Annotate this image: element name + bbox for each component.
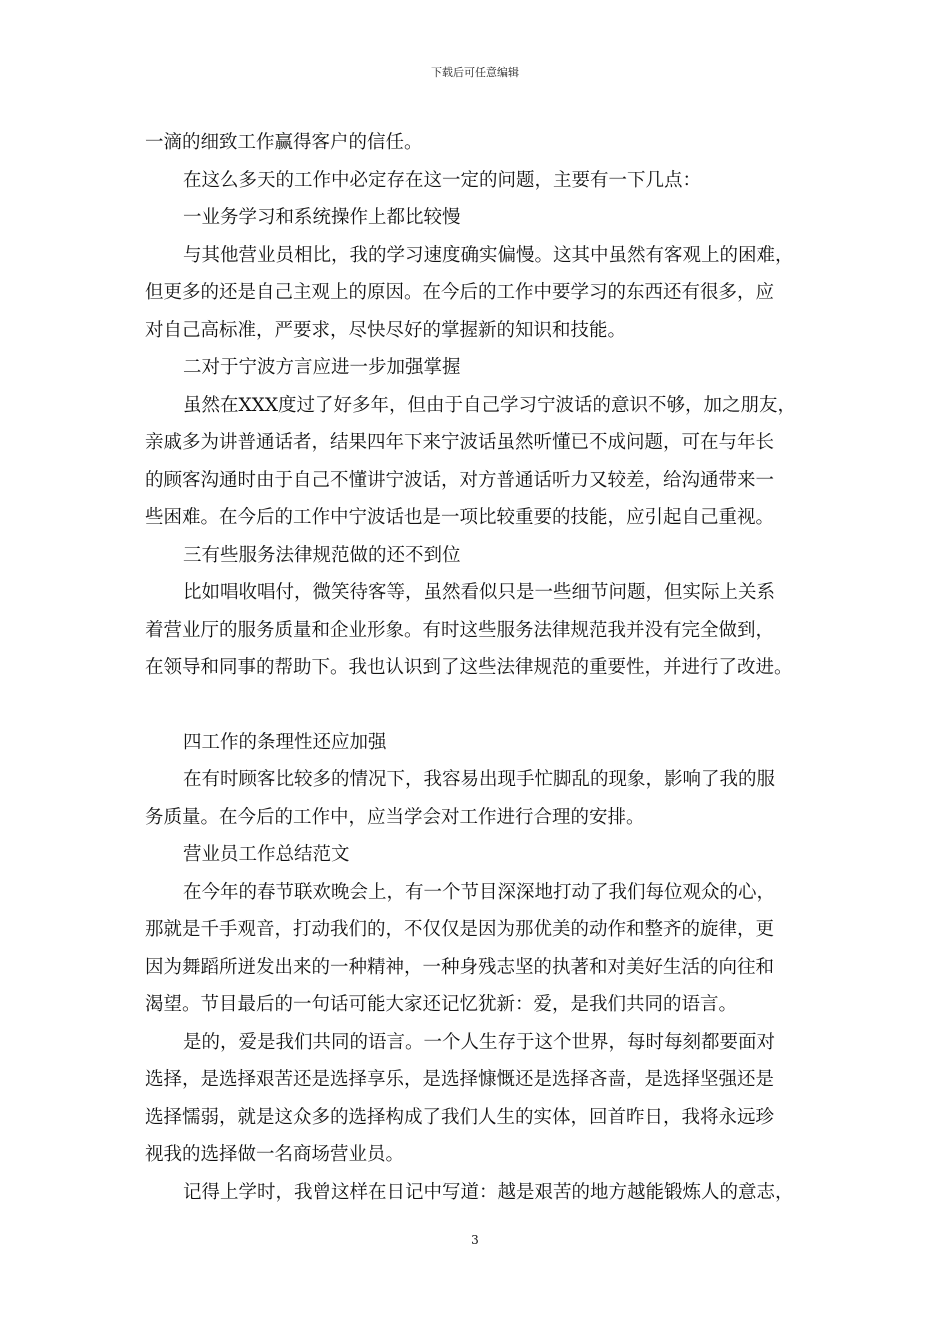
text-line: 那就是千手观音，打动我们的，不仅仅是因为那优美的动作和整齐的旋律，更: [145, 919, 775, 940]
text-line: 因为舞蹈所迸发出来的一种精神，一种身残志坚的执著和对美好生活的向往和: [145, 956, 775, 978]
text-line: 但更多的还是自己主观上的原因。在今后的工作中要学习的东西还有很多，应: [145, 282, 775, 303]
section-heading: 三有些服务法律规范做的还不到位: [183, 544, 461, 566]
text-line: 的顾客沟通时由于自己不懂讲宁波话，对方普通话听力又较差，给沟通带来一: [145, 469, 775, 491]
text-line: 一滴的细致工作赢得客户的信任。: [145, 132, 423, 153]
section-heading: 一业务学习和系统操作上都比较慢: [183, 207, 461, 228]
section-title: 营业员工作总结范文: [183, 844, 350, 865]
document-body: [145, 124, 825, 1211]
text-line: 选择懦弱，就是这众多的选择构成了我们人生的实体，回首昨日，我将永远珍: [145, 1106, 775, 1128]
text-line: 亲戚多为讲普通话者，结果四年下来宁波话虽然听懂已不成问题，可在与年长: [145, 432, 775, 453]
text-line: 在这么多天的工作中必定存在这一定的问题，主要有一下几点：: [183, 169, 702, 191]
text-line: 务质量。在今后的工作中，应当学会对工作进行合理的安排。: [145, 806, 645, 828]
page-number: 3: [471, 1233, 479, 1247]
paragraph-gap: [145, 687, 825, 724]
text-line: 在今年的春节联欢晚会上，有一个节目深深地打动了我们每位观众的心，: [183, 881, 776, 903]
text-line: 比如唱收唱付，微笑待客等，虽然看似只是一些细节问题，但实际上关系: [183, 582, 776, 603]
section-heading: 四工作的条理性还应加强: [183, 731, 387, 753]
text-line: 些困难。在今后的工作中宁波话也是一项比较重要的技能，应引起自己重视。: [145, 507, 775, 528]
text-line: 选择，是选择艰苦还是选择享乐，是选择慷慨还是选择吝啬，是选择坚强还是: [145, 1069, 775, 1090]
text-line: 与其他营业员相比，我的学习速度确实偏慢。这其中虽然有客观上的困难，: [183, 244, 794, 266]
page-header: 下载后可任意编辑: [431, 66, 519, 79]
text-line: 是的，爱是我们共同的语言。一个人生存于这个世界，每时每刻都要面对: [183, 1031, 776, 1053]
text-line: 视我的选择做一名商场营业员。: [145, 1144, 405, 1165]
section-heading: 二对于宁波方言应进一步加强掌握: [183, 357, 461, 378]
text-line: 记得上学时，我曾这样在日记中写道：越是艰苦的地方越能锻炼人的意志，: [183, 1181, 794, 1203]
text-line: 对自己高标准，严要求，尽快尽好的掌握新的知识和技能。: [145, 319, 627, 341]
text-line: 在有时顾客比较多的情况下，我容易出现手忙脚乱的现象，影响了我的服: [183, 769, 776, 790]
text-line: 着营业厅的服务质量和企业形象。有时这些服务法律规范我并没有完全做到，: [145, 619, 775, 641]
text-line: 在领导和同事的帮助下。我也认识到了这些法律规范的重要性，并进行了改进。: [145, 657, 793, 678]
text-line: 虽然在XXX度过了好多年，但由于自己学习宁波话的意识不够，加之朋友，: [183, 394, 797, 416]
text-line: 渴望。节目最后的一句话可能大家还记忆犹新：爱，是我们共同的语言。: [145, 994, 738, 1015]
